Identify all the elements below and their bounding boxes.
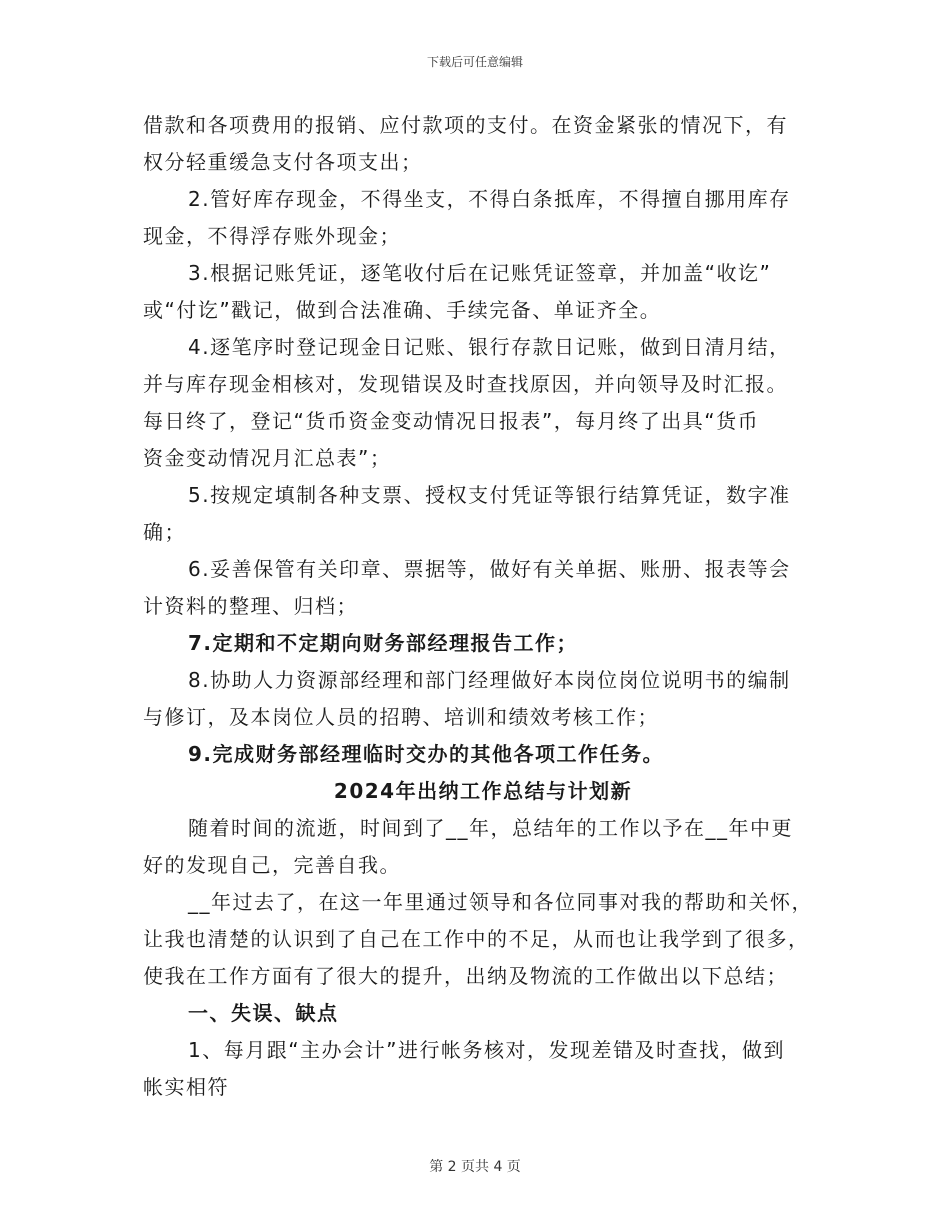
paragraph-line: 好的发现自己，完善自我。 xyxy=(143,853,401,877)
subsection-heading: 一、失误、缺点 xyxy=(188,1001,339,1025)
paragraph-line: 并与库存现金相核对，发现错误及时查找原因，并向领导及时汇报。 xyxy=(143,372,788,396)
paragraph-line: 借款和各项费用的报销、应付款项的支付。在资金紧张的情况下，有 xyxy=(143,113,788,137)
paragraph-line: 每日终了，登记“货币资金变动情况日报表”，每月终了出具“货币 xyxy=(143,409,760,433)
section-title: 2024年出纳工作总结与计划新 xyxy=(333,779,633,803)
paragraph-line: 随着时间的流逝，时间到了__年，总结年的工作以予在__年中更 xyxy=(188,816,793,840)
list-item-7: 7.定期和不定期向财务部经理报告工作； xyxy=(188,631,579,655)
paragraph-line: 使我在工作方面有了很大的提升，出纳及物流的工作做出以下总结； xyxy=(143,964,788,988)
list-item-5: 5.按规定填制各种支票、授权支付凭证等银行结算凭证，数字准 xyxy=(188,483,791,507)
paragraph-line: 确； xyxy=(143,520,186,544)
paragraph-line: 帐实相符 xyxy=(143,1075,229,1099)
paragraph-line: 与修订，及本岗位人员的招聘、培训和绩效考核工作； xyxy=(143,705,659,729)
document-body xyxy=(143,107,823,1106)
list-item-6: 6.妥善保管有关印章、票据等，做好有关单据、账册、报表等会 xyxy=(188,557,791,581)
list-item-4: 4.逐笔序时登记现金日记账、银行存款日记账，做到日清月结， xyxy=(188,335,791,359)
page-header: 下载后可任意编辑 xyxy=(426,55,523,69)
list-item-3: 3.根据记账凭证，逐笔收付后在记账凭证签章，并加盖“收讫” xyxy=(188,261,772,285)
paragraph-line: 权分轻重缓急支付各项支出； xyxy=(143,150,423,174)
list-item-8: 8.协助人力资源部经理和部门经理做好本岗位岗位说明书的编制 xyxy=(188,668,791,692)
paragraph-line: 资金变动情况月汇总表”； xyxy=(143,446,392,470)
list-item-9: 9.完成财务部经理临时交办的其他各项工作任务。 xyxy=(188,742,665,766)
paragraph-line: 1、每月跟“主办会计”进行帐务核对，发现差错及时查找，做到 xyxy=(188,1038,785,1062)
paragraph-line: 计资料的整理、归档； xyxy=(143,594,358,618)
paragraph-line: 现金，不得浮存账外现金； xyxy=(143,224,401,248)
paragraph-line: __年过去了，在这一年里通过领导和各位同事对我的帮助和关怀， xyxy=(188,890,813,914)
paragraph-line: 或“付讫”戳记，做到合法准确、手续完备、单证齐全。 xyxy=(143,298,662,322)
list-item-2: 2.管好库存现金，不得坐支，不得白条抵库，不得擅自挪用库存 xyxy=(188,187,791,211)
page-footer: 第 2 页共 4 页 xyxy=(429,1159,521,1175)
paragraph-line: 让我也清楚的认识到了自己在工作中的不足，从而也让我学到了很多， xyxy=(143,927,810,951)
